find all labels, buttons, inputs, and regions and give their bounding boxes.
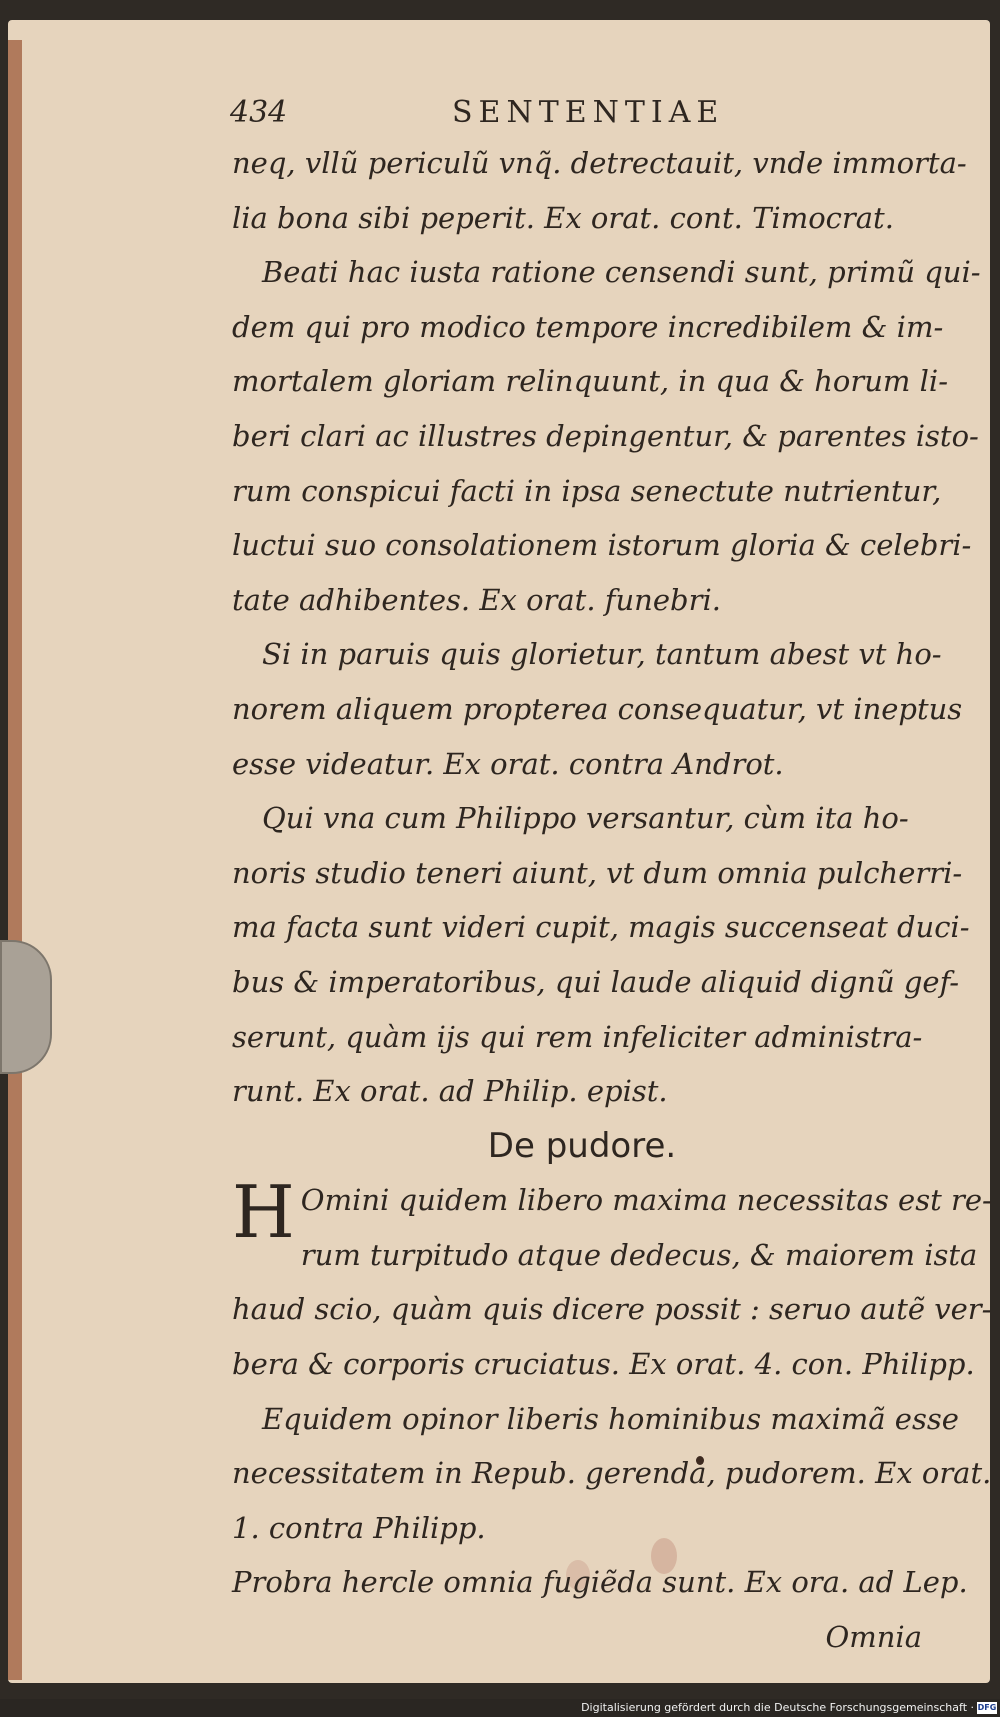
text-line: Equidem opinor liberis hominibus maximã esse — [262, 1401, 959, 1436]
page-edge — [8, 40, 22, 1680]
catchword: Omnia — [825, 1620, 922, 1655]
running-title: SENTENTIAE — [452, 95, 725, 130]
text-line: Beati hac iusta ratione censendi sunt, primũ qui- — [262, 255, 981, 290]
page-number: 434 — [230, 95, 288, 130]
body-lines — [232, 136, 981, 1119]
after-lines — [232, 1282, 992, 1610]
digitization-footer — [0, 1699, 1000, 1717]
text-line: tate adhibentes. Ex orat. funebri. — [232, 582, 721, 617]
page-text — [230, 80, 992, 1665]
text-line: Qui vna cum Philippo versantur, cùm ita ho- — [262, 801, 909, 836]
section-heading: De pudore. — [487, 1125, 677, 1166]
text-line: 1. contra Philipp. — [232, 1510, 486, 1545]
text-line: esse videatur. Ex orat. contra Androt. — [232, 746, 784, 781]
dropcap-letter: H — [232, 1170, 295, 1255]
text-line: beri clari ac illustres depingentur, & parentes isto- — [232, 418, 979, 453]
running-head — [232, 80, 962, 136]
text-line: luctui suo consolationem istorum gloria & celebri- — [232, 528, 972, 563]
text-line: Si in paruis quis glorietur, tantum abest vt ho- — [262, 637, 942, 672]
text-line: noris studio teneri aiunt, vt dum omnia pulcherri- — [232, 855, 963, 890]
text-line: bus & imperatoribus, qui laude aliquid dignũ gef- — [232, 964, 960, 999]
book-clasp — [0, 940, 52, 1074]
text-line: Omini quidem libero maxima necessitas est re- — [300, 1183, 992, 1218]
text-line: necessitatem in Repub. gerenda, pudorem. Ex orat. — [232, 1456, 992, 1491]
text-line: ma facta sunt videri cupit, magis succenseat duci- — [232, 910, 970, 945]
text-line: rum conspicui facti in ipsa senectute nutrientur, — [232, 473, 942, 508]
text-line: Probra hercle omnia fugiẽda sunt. Ex ora. ad Lep. — [232, 1565, 968, 1600]
text-line: rum turpitudo atque dedecus, & maiorem ista — [300, 1237, 978, 1272]
dropcap-paragraph — [232, 1170, 992, 1282]
footer-text: Digitalisierung gefördert durch die Deutsche Forschungsgemeinschaft · — [581, 1701, 974, 1714]
text-line: bera & corporis cruciatus. Ex orat. 4. con. Philipp. — [232, 1347, 975, 1382]
text-line: runt. Ex orat. ad Philip. epist. — [232, 1074, 668, 1109]
text-line: dem qui pro modico tempore incredibilem & im- — [232, 309, 944, 344]
dfg-logo: DFG — [977, 1703, 997, 1712]
text-line: neq, vllũ periculũ vnq̃. detrectauit, vnde immorta- — [232, 146, 967, 180]
text-line: norem aliquem propterea consequatur, vt ineptus — [232, 691, 963, 726]
text-line: lia bona sibi peperit. Ex orat. cont. Timocrat. — [232, 200, 894, 235]
text-line: haud scio, quàm quis dicere possit : seruo autẽ ver- — [232, 1292, 992, 1327]
text-line: serunt, quàm ijs qui rem infeliciter administra- — [232, 1019, 923, 1054]
text-line: mortalem gloriam relinquunt, in qua & horum li- — [232, 364, 948, 399]
